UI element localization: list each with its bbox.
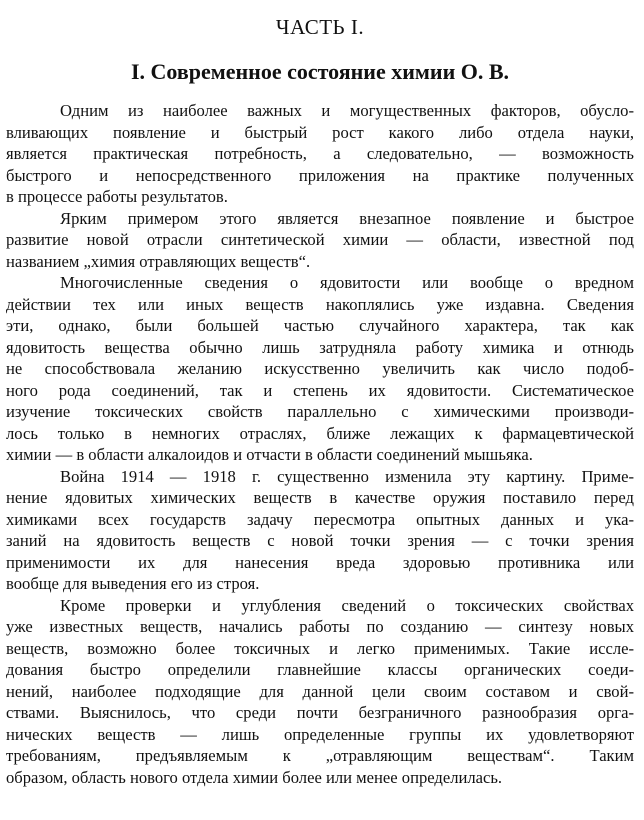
text-line: применимости их для нанесения вреда здоровью противника или <box>6 552 634 572</box>
text-line: действии тех или иных веществ накоплялись уже издавна. Сведения <box>6 294 634 314</box>
paragraph <box>6 208 634 273</box>
text-line: ствами. Выяснилось, что среди почти безграничного разнообразия орга- <box>6 703 634 722</box>
text-line: в процессе работы результатов. <box>6 187 228 206</box>
text-line: вливающих появление и быстрый рост какого либо отдела науки, <box>6 122 634 142</box>
text-line: нение ядовитых химических веществ в качестве оружия поставило перед <box>6 488 634 507</box>
body-text <box>6 100 634 788</box>
text-line: Война 1914 — 1918 г. существенно изменила эту картину. Приме- <box>60 466 634 486</box>
text-line: химиками всех государств задачу пересмотра опытных данных и ука- <box>6 509 634 529</box>
text-line: требованиям, предъявляемым к „отравляющим веществам“. Таким <box>6 746 634 765</box>
text-line: нических веществ — лишь определенные группы их удовлетворяют <box>6 724 634 744</box>
text-line: дования быстро определили главнейшие классы органических соеди- <box>6 660 634 679</box>
text-line: Многочисленные сведения о ядовитости или вообще о вредном <box>60 273 634 292</box>
text-line: эти, однако, были большей частью случайного характера, так как <box>6 316 634 335</box>
text-line: названием „химия отравляющих веществ“. <box>6 251 311 271</box>
text-line: не способствовала желанию искусственно увеличить как число подоб- <box>6 359 634 378</box>
text-line: веществ, возможно более токсичных и легко применимых. Такие иссле- <box>6 638 634 658</box>
text-line: образом, область нового отдела химии более или менее определилась. <box>6 767 503 787</box>
text-line: Кроме проверки и углубления сведений о токсических свойствах <box>60 595 634 615</box>
text-line: лось только в немногих отраслях, ближе лежащих к фармацевтической <box>6 423 634 443</box>
paragraph <box>6 100 634 208</box>
part-title: ЧАСТЬ I. <box>275 15 365 39</box>
paragraph <box>6 466 634 595</box>
text-line: развитие новой отрасли синтетической химии — области, известной под <box>6 230 634 249</box>
text-line: изучение токсических свойств параллельно с химическими производи- <box>6 402 634 421</box>
chapter-title: I. Современное состояние химии О. В. <box>130 59 510 84</box>
text-line: нений, наиболее подходящие для данной цели своим составом и свой- <box>6 681 634 701</box>
text-line: Ярким примером этого является внезапное появление и быстрое <box>60 208 634 228</box>
text-line: Одним из наиболее важных и могущественных факторов, обусло- <box>60 101 634 120</box>
text-line: заний на ядовитость веществ с новой точки зрения — с точки зрения <box>6 531 634 550</box>
text-line: химии — в области алкалоидов и отчасти в области соединений мышьяка. <box>6 445 533 464</box>
text-line: является практическая потребность, а следовательно, — возможность <box>6 144 634 163</box>
paragraph <box>6 272 634 466</box>
text-line: уже известных веществ, начались работы по созданию — синтезу новых <box>6 617 634 636</box>
paragraph <box>6 595 634 789</box>
text-line: ядовитость вещества обычно лишь затрудняла работу химика и отнюдь <box>6 337 634 357</box>
text-line: вообще для выведения его из строя. <box>6 574 260 593</box>
text-line: быстрого и непосредственного приложения на практике полученных <box>6 165 634 185</box>
text-line: ного рода соединений, так и степень их ядовитости. Систематическое <box>6 380 634 400</box>
